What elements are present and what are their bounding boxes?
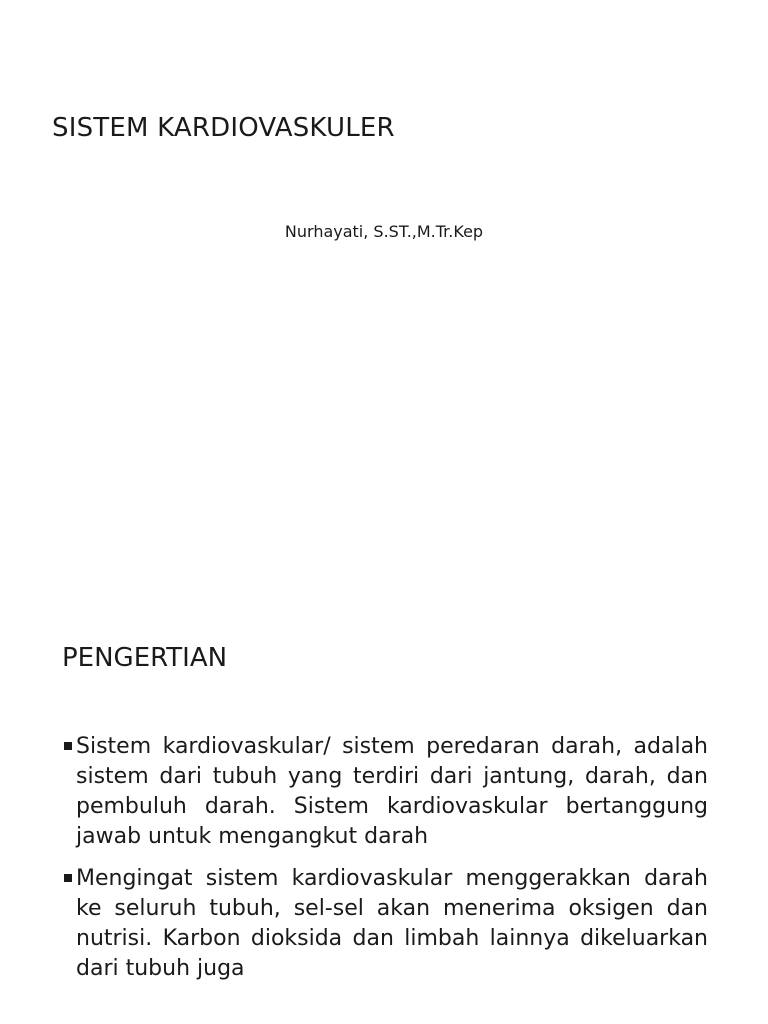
bullet-text: Sistem kardiovaskular/ sistem peredaran darah, adalah sistem dari tubuh yang terdiri dari jantung, darah, dan pembuluh darah. Sistem kardiovaskular bertanggung jawab untuk mengangkut darah [76, 734, 708, 849]
square-bullet-icon [64, 874, 72, 882]
slide-subtitle-author: Nurhayati, S.ST.,M.Tr.Kep [284, 222, 484, 241]
bullet-list [62, 732, 708, 996]
bullet-text: Mengingat sistem kardiovaskular menggerakkan darah ke seluruh tubuh, sel-sel akan menerima oksigen dan nutrisi. Karbon dioksida dan limbah lainnya dikeluarkan dari tubuh juga [76, 866, 708, 981]
slide-title: SISTEM KARDIOVASKULER [52, 113, 395, 143]
list-item [62, 864, 708, 984]
square-bullet-icon [64, 742, 72, 750]
list-item [62, 732, 708, 852]
content-slide [0, 600, 768, 1024]
slide-heading: PENGERTIAN [62, 643, 228, 673]
